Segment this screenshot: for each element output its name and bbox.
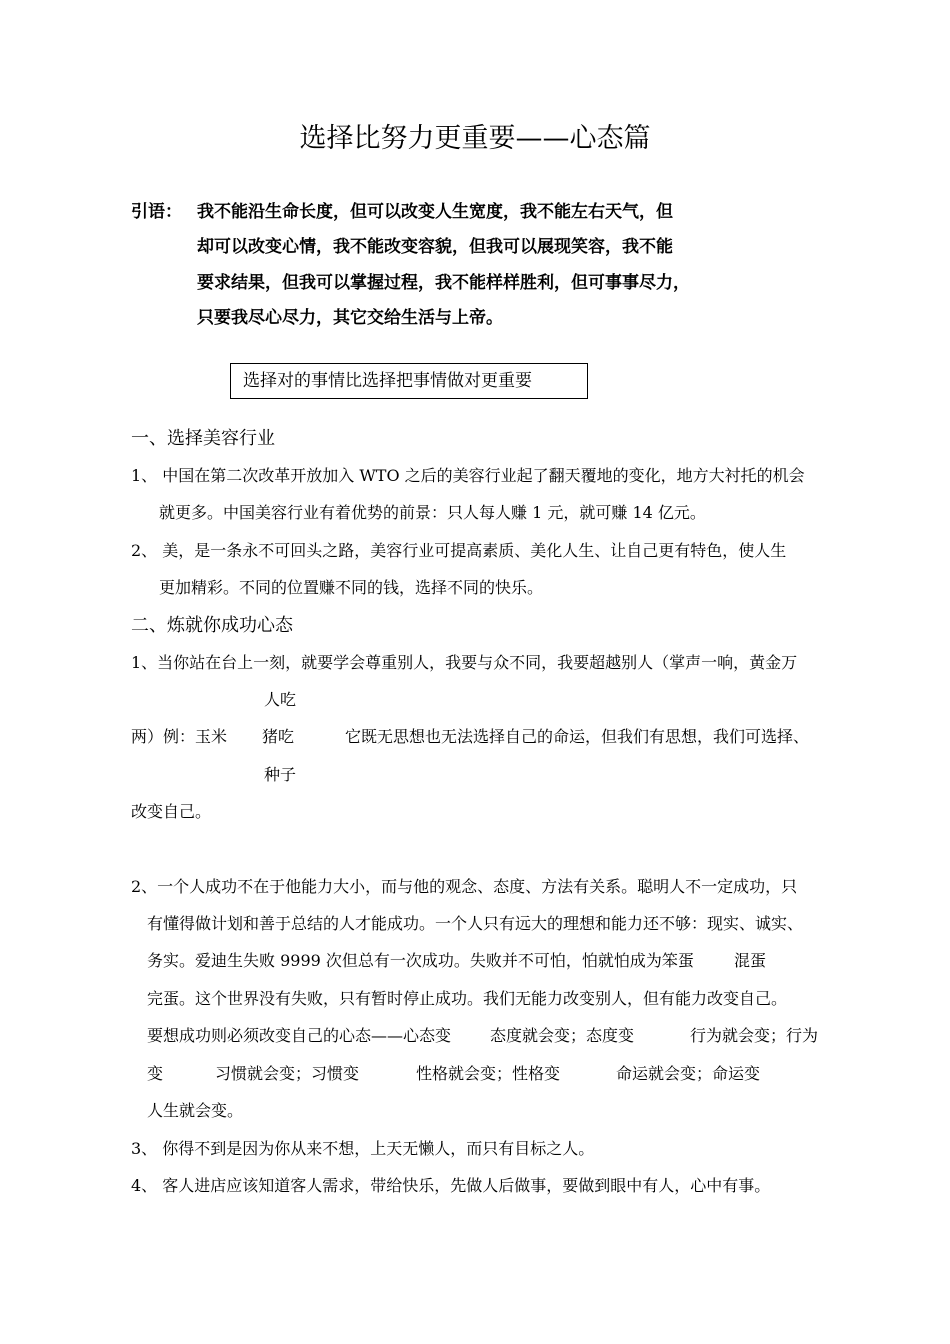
section2-item1-end: 改变自己。 bbox=[131, 802, 212, 821]
section1-item1-line2: 就更多。中国美容行业有着优势的前景：只人每人赚 1 元，就可赚 14 亿元。 bbox=[159, 503, 706, 522]
section2-item2-line3a: 务实。爱迪生失败 9999 次但总有一次成功。失败并不可怕，怕就怕成为笨蛋 bbox=[147, 951, 694, 970]
section2-item2-line5c: 行为就会变；行为 bbox=[690, 1026, 819, 1045]
corn-use-2: 猪吃 bbox=[262, 727, 295, 746]
boxed-quote: 选择对的事情比选择把事情做对更重要 bbox=[230, 363, 588, 399]
section1-item1-line1: 1、 中国在第二次改革开放加入 WTO 之后的美容行业起了翻天覆地的变化，地方大衬托的机会 bbox=[131, 466, 805, 485]
intro-label: 引语： bbox=[131, 202, 182, 222]
page-title: 选择比努力更重要——心态篇 bbox=[299, 123, 651, 154]
section2-item4: 4、 客人进店应该知道客人需求，带给快乐，先做人后做事，要做到眼中有人，心中有事。 bbox=[131, 1176, 771, 1195]
section2-item2-line6c: 性格就会变；性格变 bbox=[416, 1064, 561, 1083]
section2-item2-line5a: 要想成功则必须改变自己的心态——心态变 bbox=[147, 1026, 452, 1045]
section2-item2-line2: 有懂得做计划和善于总结的人才能成功。一个人只有远大的理想和能力还不够：现实、诚实、 bbox=[147, 914, 804, 933]
intro-line-3: 要求结果，但我可以掌握过程，我不能样样胜利，但可事事尽力， bbox=[197, 273, 690, 293]
section2-item2-line3b: 混蛋 bbox=[734, 951, 767, 970]
intro-line-2: 却可以改变心情，我不能改变容貌，但我可以展现笑容，我不能 bbox=[197, 237, 673, 257]
section2-item2-line6b: 习惯就会变；习惯变 bbox=[215, 1064, 360, 1083]
section2-item2-line6a: 变 bbox=[147, 1064, 164, 1083]
section2-item2-line7: 人生就会变。 bbox=[147, 1101, 244, 1120]
section2-item2-line4: 完蛋。这个世界没有失败，只有暂时停止成功。我们无能力改变别人，但有能力改变自己。 bbox=[147, 989, 788, 1008]
corn-use-1: 人吃 bbox=[264, 690, 297, 709]
section1-item2-line1: 2、 美，是一条永不可回头之路，美容行业可提高素质、美化人生、让自己更有特色，使人生 bbox=[131, 541, 787, 560]
section2-item2-line5b: 态度就会变；态度变 bbox=[490, 1026, 635, 1045]
section2-item1-line1: 1、当你站在台上一刻，就要学会尊重别人，我要与众不同，我要超越别人（掌声一响，黄金万 bbox=[131, 653, 798, 672]
section2-item3: 3、 你得不到是因为你从来不想，上天无懒人，而只有目标之人。 bbox=[131, 1139, 595, 1158]
section2-item1-pre: 两）例：玉米 bbox=[131, 727, 228, 746]
corn-use-3: 种子 bbox=[264, 765, 297, 784]
intro-line-1: 我不能沿生命长度，但可以改变人生宽度，我不能左右天气，但 bbox=[197, 202, 673, 222]
intro-line-4: 只要我尽心尽力，其它交给生活与上帝。 bbox=[197, 308, 503, 328]
section2-item1-post: 它既无思想也无法选择自己的命运，但我们有思想，我们可选择、 bbox=[345, 727, 810, 746]
section1-heading: 一、选择美容行业 bbox=[131, 428, 275, 449]
section2-item2-line6d: 命运就会变；命运变 bbox=[616, 1064, 761, 1083]
section2-heading: 二、炼就你成功心态 bbox=[131, 615, 293, 636]
section2-item2-line1: 2、一个人成功不在于他能力大小，而与他的观念、态度、方法有关系。聪明人不一定成功，只 bbox=[131, 877, 798, 896]
section1-item2-line2: 更加精彩。不同的位置赚不同的钱，选择不同的快乐。 bbox=[159, 578, 544, 597]
